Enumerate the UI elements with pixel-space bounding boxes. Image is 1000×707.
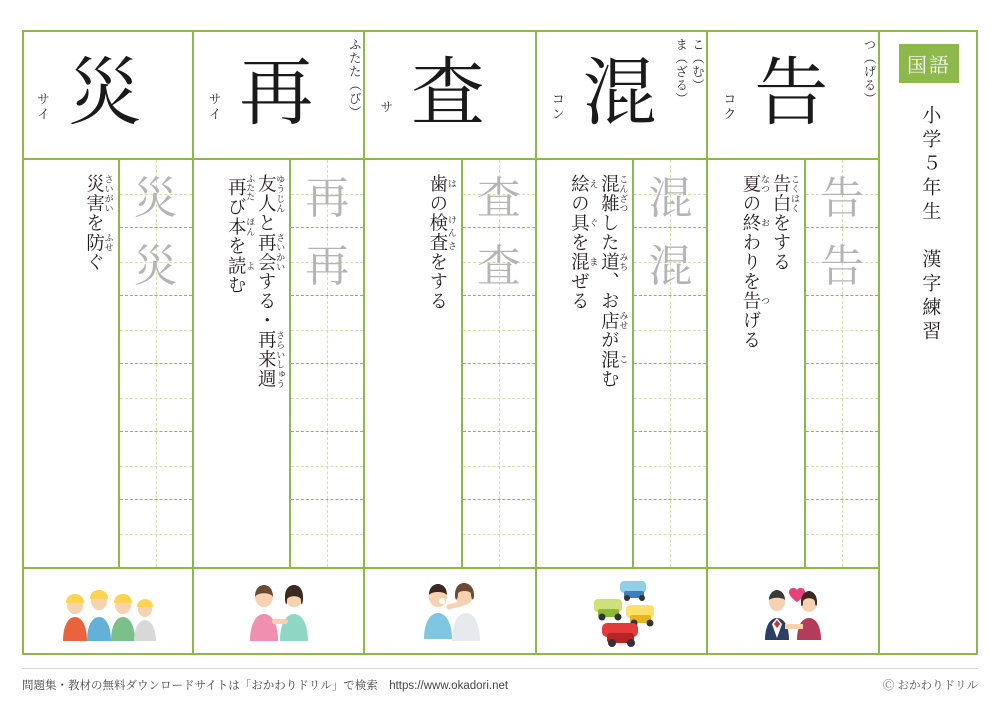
- on-reading: コク: [721, 92, 737, 122]
- on-reading: コン: [549, 92, 565, 122]
- kanji-lower: [194, 160, 364, 567]
- example-sentence: 告白 こくはくをする 夏 なつの終 おわりを告 つげる: [740, 174, 800, 350]
- practice-cell[interactable]: 告: [806, 228, 878, 296]
- practice-cell[interactable]: [463, 432, 535, 500]
- footer-left-text: 問題集・教材の無料ダウンロードサイトは「おかわりドリル」で検索 https://www.okadori.net: [22, 680, 509, 692]
- header-side-column: [878, 30, 978, 655]
- kanji-glyph: 混: [582, 53, 657, 135]
- kanji-glyph: 再: [239, 53, 314, 135]
- example-sentence: 友人 ゆうじんと再会 さいかいする・再来週 さらいしゅう 再 ふたたび本 ほんを読 よむ: [225, 174, 286, 389]
- on-reading: サ: [378, 99, 394, 115]
- practice-cell[interactable]: [463, 500, 535, 567]
- practice-grid[interactable]: [289, 160, 363, 567]
- practice-cell[interactable]: [806, 296, 878, 364]
- practice-cell[interactable]: [806, 500, 878, 567]
- practice-cell[interactable]: [120, 364, 192, 432]
- kun-reading: つ（げる）: [862, 38, 876, 106]
- practice-cell[interactable]: [634, 296, 706, 364]
- kanji-column-kon: [535, 30, 707, 655]
- practice-cell[interactable]: 災: [120, 160, 192, 228]
- practice-cell[interactable]: [291, 296, 363, 364]
- kanji-glyph: 告: [754, 53, 829, 135]
- practice-cell[interactable]: 再: [291, 160, 363, 228]
- kanji-column-sa: [363, 30, 535, 655]
- kanji-column-sai-wazawai: [22, 30, 192, 655]
- practice-cell[interactable]: 混: [634, 160, 706, 228]
- kanji-lower: [708, 160, 878, 567]
- practice-cell[interactable]: [806, 432, 878, 500]
- practice-cell[interactable]: [634, 500, 706, 567]
- example-sentence: 歯 はの検査 けんさをする: [426, 174, 457, 311]
- practice-cell[interactable]: [634, 364, 706, 432]
- kanji-glyph: 災: [67, 53, 142, 135]
- illustration-confession-couple-icon: [708, 567, 878, 655]
- practice-grid[interactable]: [118, 160, 192, 567]
- footer-copyright: Ⓒ おかわりドリル: [882, 680, 978, 692]
- practice-cell[interactable]: [463, 296, 535, 364]
- on-reading: サイ: [35, 92, 51, 122]
- kanji-head-cell: [22, 30, 192, 160]
- example-sentence: 混雑 こんざつした道 みち、お店 みせが混 こむ 絵 えの具 ぐを混 まぜる: [568, 174, 629, 389]
- kun-reading: ふたた（び）: [347, 38, 362, 119]
- practice-cell[interactable]: 混: [634, 228, 706, 296]
- kanji-head-cell: [194, 30, 364, 160]
- kanji-column-sai-futatabi: [192, 30, 364, 655]
- practice-cell[interactable]: [120, 432, 192, 500]
- practice-cell[interactable]: [120, 296, 192, 364]
- practice-cell[interactable]: 査: [463, 160, 535, 228]
- practice-cell[interactable]: [463, 364, 535, 432]
- practice-cell[interactable]: [120, 500, 192, 567]
- kanji-lower: [22, 160, 192, 567]
- subject-badge: 国語: [899, 44, 959, 83]
- practice-grid[interactable]: [461, 160, 535, 567]
- practice-cell[interactable]: 災: [120, 228, 192, 296]
- columns-container: [22, 30, 978, 655]
- practice-cell[interactable]: [634, 432, 706, 500]
- practice-cell[interactable]: 再: [291, 228, 363, 296]
- kanji-lower: [365, 160, 535, 567]
- kanji-head-cell: [708, 30, 878, 160]
- practice-grid[interactable]: [804, 160, 878, 567]
- kun-reading: [501, 30, 535, 158]
- kanji-glyph: 査: [411, 53, 486, 135]
- practice-cell[interactable]: [291, 500, 363, 567]
- footer: [22, 668, 978, 693]
- page-title: 小学５年生 漢字練習: [919, 105, 941, 345]
- kanji-head-cell: [365, 30, 535, 160]
- practice-cell[interactable]: [806, 364, 878, 432]
- kanji-head-cell: [537, 30, 707, 160]
- practice-grid[interactable]: [632, 160, 706, 567]
- illustration-two-friends-meeting-icon: [194, 567, 364, 655]
- illustration-traffic-jam-cars-icon: [537, 567, 707, 655]
- illustration-dental-checkup-icon: [365, 567, 535, 655]
- kanji-lower: [537, 160, 707, 567]
- kun-reading: [158, 30, 192, 158]
- on-reading: サイ: [206, 92, 222, 122]
- practice-cell[interactable]: [291, 432, 363, 500]
- illustration-disaster-drill-children-icon: [22, 567, 192, 655]
- practice-cell[interactable]: [291, 364, 363, 432]
- practice-cell[interactable]: 告: [806, 160, 878, 228]
- kanji-column-koku: [706, 30, 878, 655]
- practice-cell[interactable]: 査: [463, 228, 535, 296]
- example-sentence: 災害 さいがいを防 ふせぐ: [83, 174, 114, 272]
- kun-reading: こ（む） ま（ざる）: [673, 38, 705, 106]
